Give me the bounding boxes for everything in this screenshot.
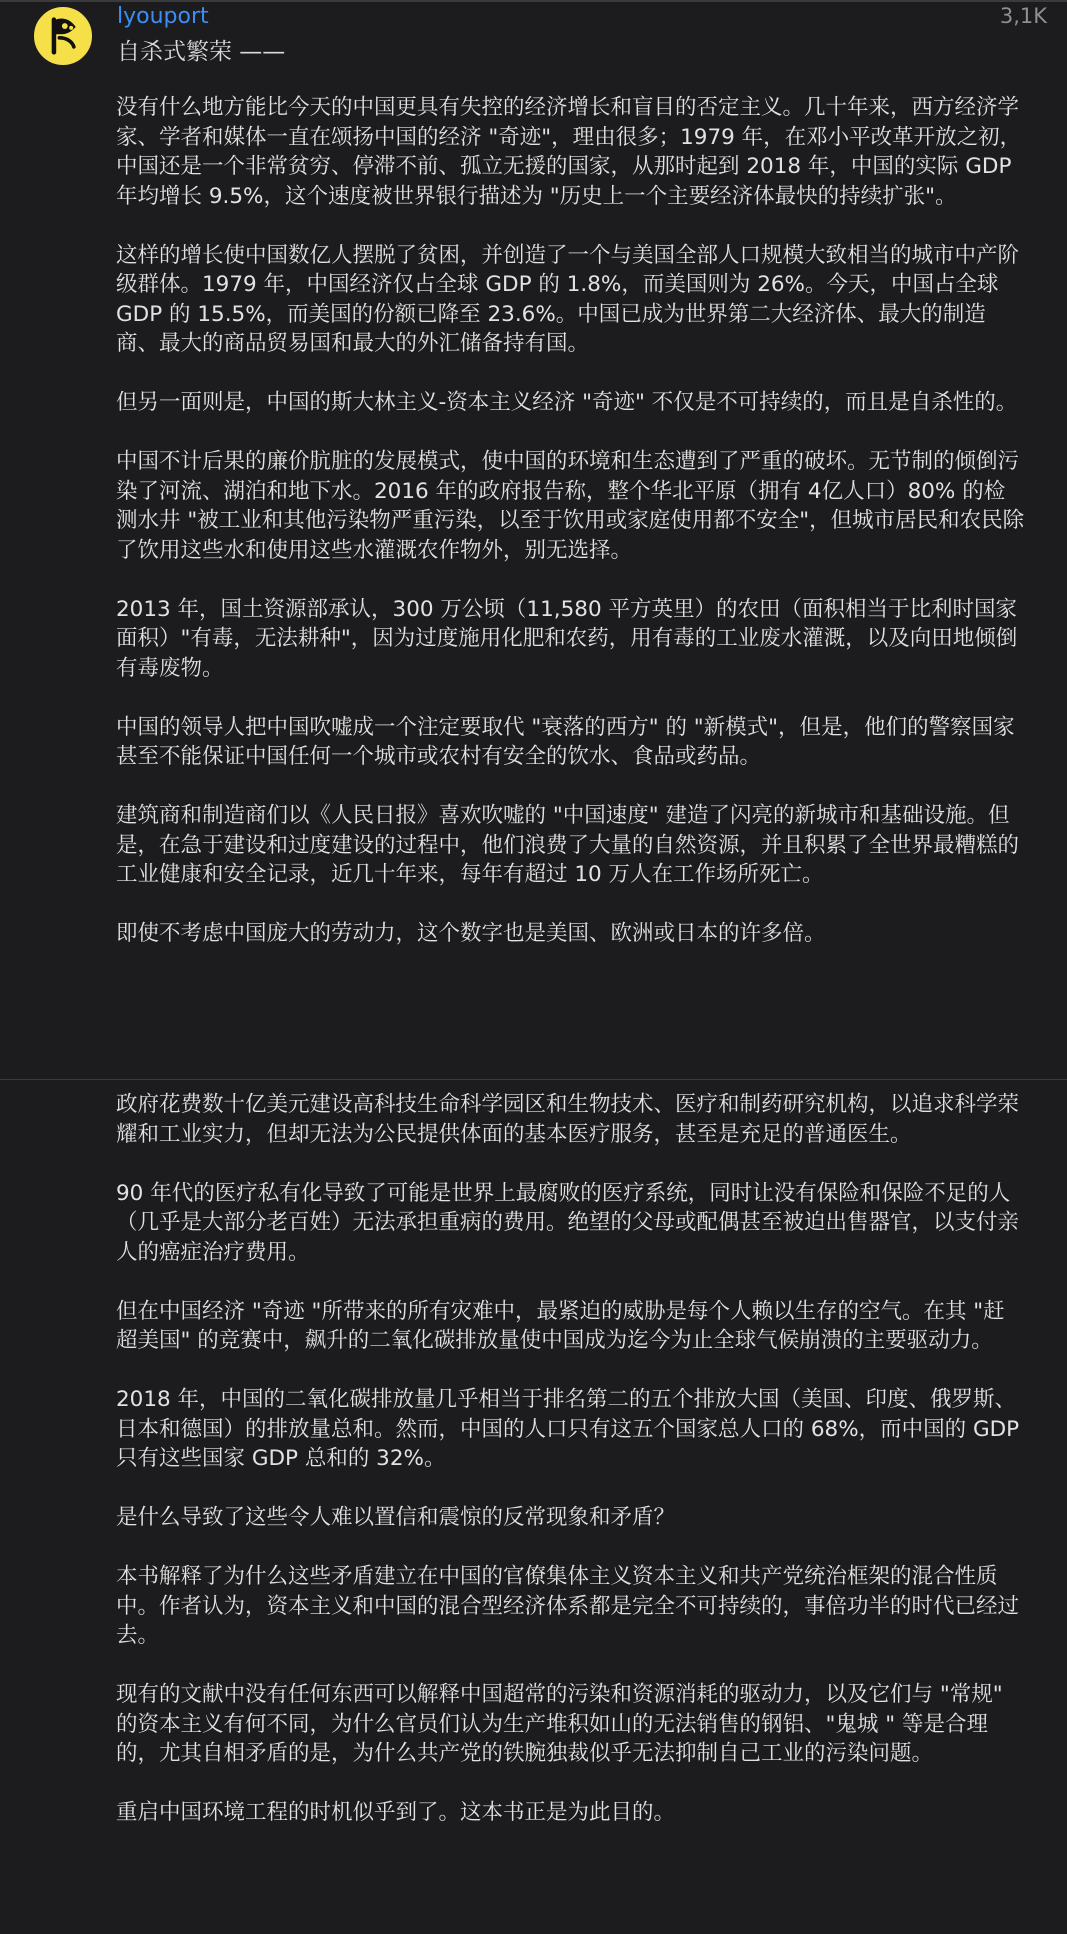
paragraph: 现有的文献中没有任何东西可以解释中国超常的污染和资源消耗的驱动力，以及它们与 "常规" 的资本主义有何不同，为什么官员们认为生产堆积如山的无法销售的钢铝、"鬼城 " 等是合理的，尤其自相矛盾的是，为什么共产党的铁腕独裁似乎无法抑制自己工业的污染问题。	[116, 1682, 1003, 1766]
paragraph: 90 年代的医疗私有化导致了可能是世界上最腐败的医疗系统，同时让没有保险和保险不足的人（几乎是大部分老百姓）无法承担重病的费用。绝望的父母或配偶甚至被迫出售器官，以支付亲人的癌症治疗费用。	[116, 1180, 1020, 1265]
paragraph: 2018 年，中国的二氧化碳排放量几乎相当于排名第二的五个排放大国（美国、印度、俄罗斯、日本和德国）的排放量总和。然而，中国的人口只有这五个国家总人口的 68%，而中国的 GDP 只有这些国家 GDP 总和的 32%。	[116, 1387, 1020, 1471]
view-count: 3,1K	[999, 4, 1047, 28]
pirate-flag-icon	[34, 7, 92, 65]
message-divider	[0, 1079, 1067, 1080]
author-username[interactable]: lyouport	[117, 4, 209, 29]
message-body-part-2	[116, 1090, 1026, 1857]
paragraph: 但在中国经济 "奇迹 "所带来的所有灾难中，最紧迫的威胁是每个人赖以生存的空气。在其 "赶超美国" 的竞赛中，飙升的二氧化碳排放量使中国成为迄今为止全球气候崩溃的主要驱动力。	[116, 1298, 1005, 1353]
paragraph: 本书解释了为什么这些矛盾建立在中国的官僚集体主义资本主义和共产党统治框架的混合性质中。作者认为，资本主义和中国的混合型经济体系都是完全不可持续的，事倍功半的时代已经过去。	[116, 1564, 1020, 1648]
paragraph: 但另一面则是，中国的斯大林主义-资本主义经济 "奇迹" 不仅是不可持续的，而且是自杀性的。	[116, 390, 1018, 415]
paragraph: 中国不计后果的廉价肮脏的发展模式，使中国的环境和生态遭到了严重的破坏。无节制的倾倒污染了河流、湖泊和地下水。2016 年的政府报告称，整个华北平原（拥有 4亿人口）80% 的检测水井 "被工业和其他污染物严重污染，以至于饮用或家庭使用都不安全"，但城市居民和农民除了饮用这些水和使用这些水灌溉农作物外，别无选择。	[116, 449, 1025, 563]
top-divider	[0, 0, 1067, 2]
paragraph: 重启中国环境工程的时机似乎到了。这本书正是为此目的。	[116, 1800, 676, 1825]
paragraph: 建筑商和制造商们以《人民日报》喜欢吹嘘的 "中国速度" 建造了闪亮的新城市和基础设施。但是，在急于建设和过度建设的过程中，他们浪费了大量的自然资源，并且积累了全世界最糟糕的工业健康和安全记录，近几十年来，每年有超过 10 万人在工作场所死亡。	[116, 803, 1020, 887]
paragraph: 是什么导致了这些令人难以置信和震惊的反常现象和矛盾？	[116, 1505, 676, 1530]
paragraph: 政府花费数十亿美元建设高科技生命科学园区和生物技术、医疗和制药研究机构，以追求科学荣耀和工业实力，但却无法为公民提供体面的基本医疗服务，甚至是充足的普通医生。	[116, 1092, 1020, 1147]
message-body-part-1	[116, 93, 1026, 978]
paragraph: 2013 年，国土资源部承认，300 万公顷（11,580 平方英里）的农田（面积相当于比利时国家面积）"有毒，无法耕种"，因为过度施用化肥和农药，用有毒的工业废水灌溉，以及向田地倾倒有毒废物。	[116, 596, 1018, 681]
paragraph: 没有什么地方能比今天的中国更具有失控的经济增长和盲目的否定主义。几十年来，西方经济学家、学者和媒体一直在颂扬中国的经济 "奇迹"，理由很多；1979 年，在邓小平改革开放之初，中国还是一个非常贫穷、停滞不前、孤立无援的国家，从那时起到 2018 年，中国的实际 GDP 年均增长 9.5%，这个速度被世界银行描述为 "历史上一个主要经济体最快的持续扩张"。	[116, 95, 1022, 209]
post-subject: 自杀式繁荣 ——	[117, 39, 286, 65]
avatar[interactable]	[31, 4, 95, 68]
paragraph: 即使不考虑中国庞大的劳动力，这个数字也是美国、欧洲或日本的许多倍。	[116, 921, 826, 946]
paragraph: 这样的增长使中国数亿人摆脱了贫困，并创造了一个与美国全部人口规模大致相当的城市中产阶级群体。1979 年，中国经济仅占全球 GDP 的 1.8%，而美国则为 26%。今天，中国占全球 GDP 的 15.5%，而美国的份额已降至 23.6%。中国已成为世界第二大经济体、最大的制造商、最大的商品贸易国和最大的外汇储备持有国。	[116, 242, 1020, 356]
paragraph: 中国的领导人把中国吹嘘成一个注定要取代 "衰落的西方" 的 "新模式"，但是，他们的警察国家甚至不能保证中国任何一个城市或农村有安全的饮水、食品或药品。	[116, 714, 1015, 769]
